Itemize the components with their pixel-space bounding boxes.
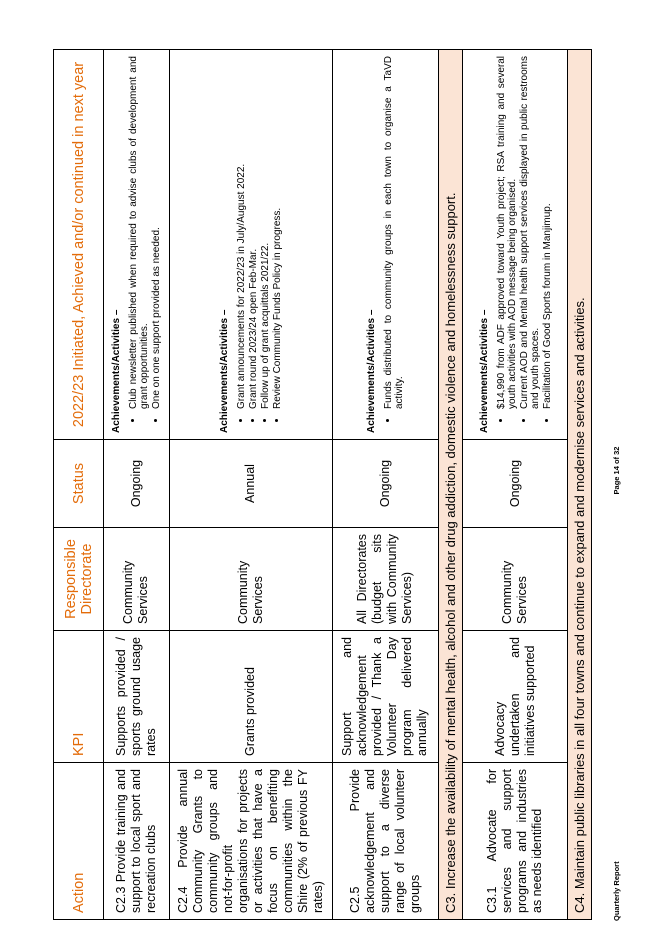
achievements-list — [496, 56, 553, 433]
kpi-cell: Supports provided / sports ground usage rates — [104, 631, 170, 763]
table-row — [332, 50, 439, 920]
action-plan-table — [53, 49, 592, 920]
header-responsible: Responsible Directorate — [54, 528, 104, 631]
list-item: • Follow up of grant acquittals 2021/22. — [260, 56, 271, 409]
status-cell: Ongoing — [332, 440, 439, 528]
list-item: • $14,990 from ADF approved toward Youth project; RSA training and several youth activities with AOD message being organised. — [496, 56, 518, 409]
achievements-title: Achievements/Activities – — [111, 309, 123, 433]
achievements-list — [128, 56, 162, 433]
status-cell: Annual — [169, 440, 332, 528]
header-status: Status — [54, 440, 104, 528]
achievements-list — [383, 56, 405, 433]
list-item: • Review Community Funds Policy in progress. — [272, 56, 283, 409]
achievements-cell — [169, 50, 332, 440]
responsible-cell: Community Services — [169, 528, 332, 631]
list-item: • Current AOD and Mental health support services displayed in public restrooms and youth spaces. — [519, 56, 541, 409]
section-heading: C3. Increase the availability of mental health, alcohol and other drug addiction, domestic violence and homelessness support. — [439, 50, 463, 920]
list-item: • Grant announcements for 2022/23 in July/August 2022. — [236, 56, 247, 409]
kpi-cell: Support and acknowledgement provided / Thank a Volunteer Day program delivered annually — [332, 631, 439, 763]
list-item: • Grant round 2023/24 open Feb-Mar. — [248, 56, 259, 409]
section-row-c4 — [568, 50, 592, 920]
header-action: Action — [54, 763, 104, 920]
status-cell: Ongoing — [104, 440, 170, 528]
achievements-title: Achievements/Activities – — [478, 309, 490, 433]
table-row — [104, 50, 170, 920]
achievements-cell — [104, 50, 170, 440]
header-row — [54, 50, 104, 920]
list-item: • Club newsletter published when required to advise clubs of development and grant opportunities. — [128, 56, 150, 409]
responsible-cell: All Directorates (budget sits with Community Services) — [332, 528, 439, 631]
action-cell: C3.1 Advocate for services and support programs and industries as needs identified — [462, 763, 568, 920]
list-item: • Facilitation of Good Sports forum in Manjimup. — [542, 56, 553, 409]
action-cell: C2.4 Provide annual Community Grants to community groups and not-for-profit organisations for projects or activities that have a focus on benefiting communities within the Shire (2% of previous FY rates) — [169, 763, 332, 920]
list-item: • One on one support provided as needed. — [151, 56, 162, 409]
achievements-cell — [332, 50, 439, 440]
header-achievements: 2022/23 Initiated, Achieved and/or continued in next year — [54, 50, 104, 440]
responsible-cell: Community Services — [104, 528, 170, 631]
action-cell: C2.3 Provide training and support to local sport and recreation clubs — [104, 763, 170, 920]
report-name: Quarterly Report — [612, 861, 621, 921]
achievements-title: Achievements/Activities – — [219, 309, 231, 433]
action-cell: C2.5 Provide acknowledgement and support to a diverse range of local volunteer groups — [332, 763, 439, 920]
status-cell: Ongoing — [462, 440, 568, 528]
achievements-list — [236, 56, 283, 433]
kpi-cell: Grants provided — [169, 631, 332, 763]
table-row — [169, 50, 332, 920]
responsible-cell: Community Services — [462, 528, 568, 631]
section-heading: C4. Maintain public libraries in all four towns and continue to expand and modernise services and activities. — [568, 50, 592, 920]
kpi-cell: Advocacy undertaken and initiatives supported — [462, 631, 568, 763]
achievements-cell — [462, 50, 568, 440]
header-kpi: KPI — [54, 631, 104, 763]
list-item: • Funds distributed to community groups in each town to organise a TaVD activity. — [383, 56, 405, 409]
page-number: Page 14 of 32 — [612, 446, 621, 495]
section-row-c3 — [439, 50, 463, 920]
achievements-title: Achievements/Activities – — [366, 309, 378, 433]
table-row — [462, 50, 568, 920]
